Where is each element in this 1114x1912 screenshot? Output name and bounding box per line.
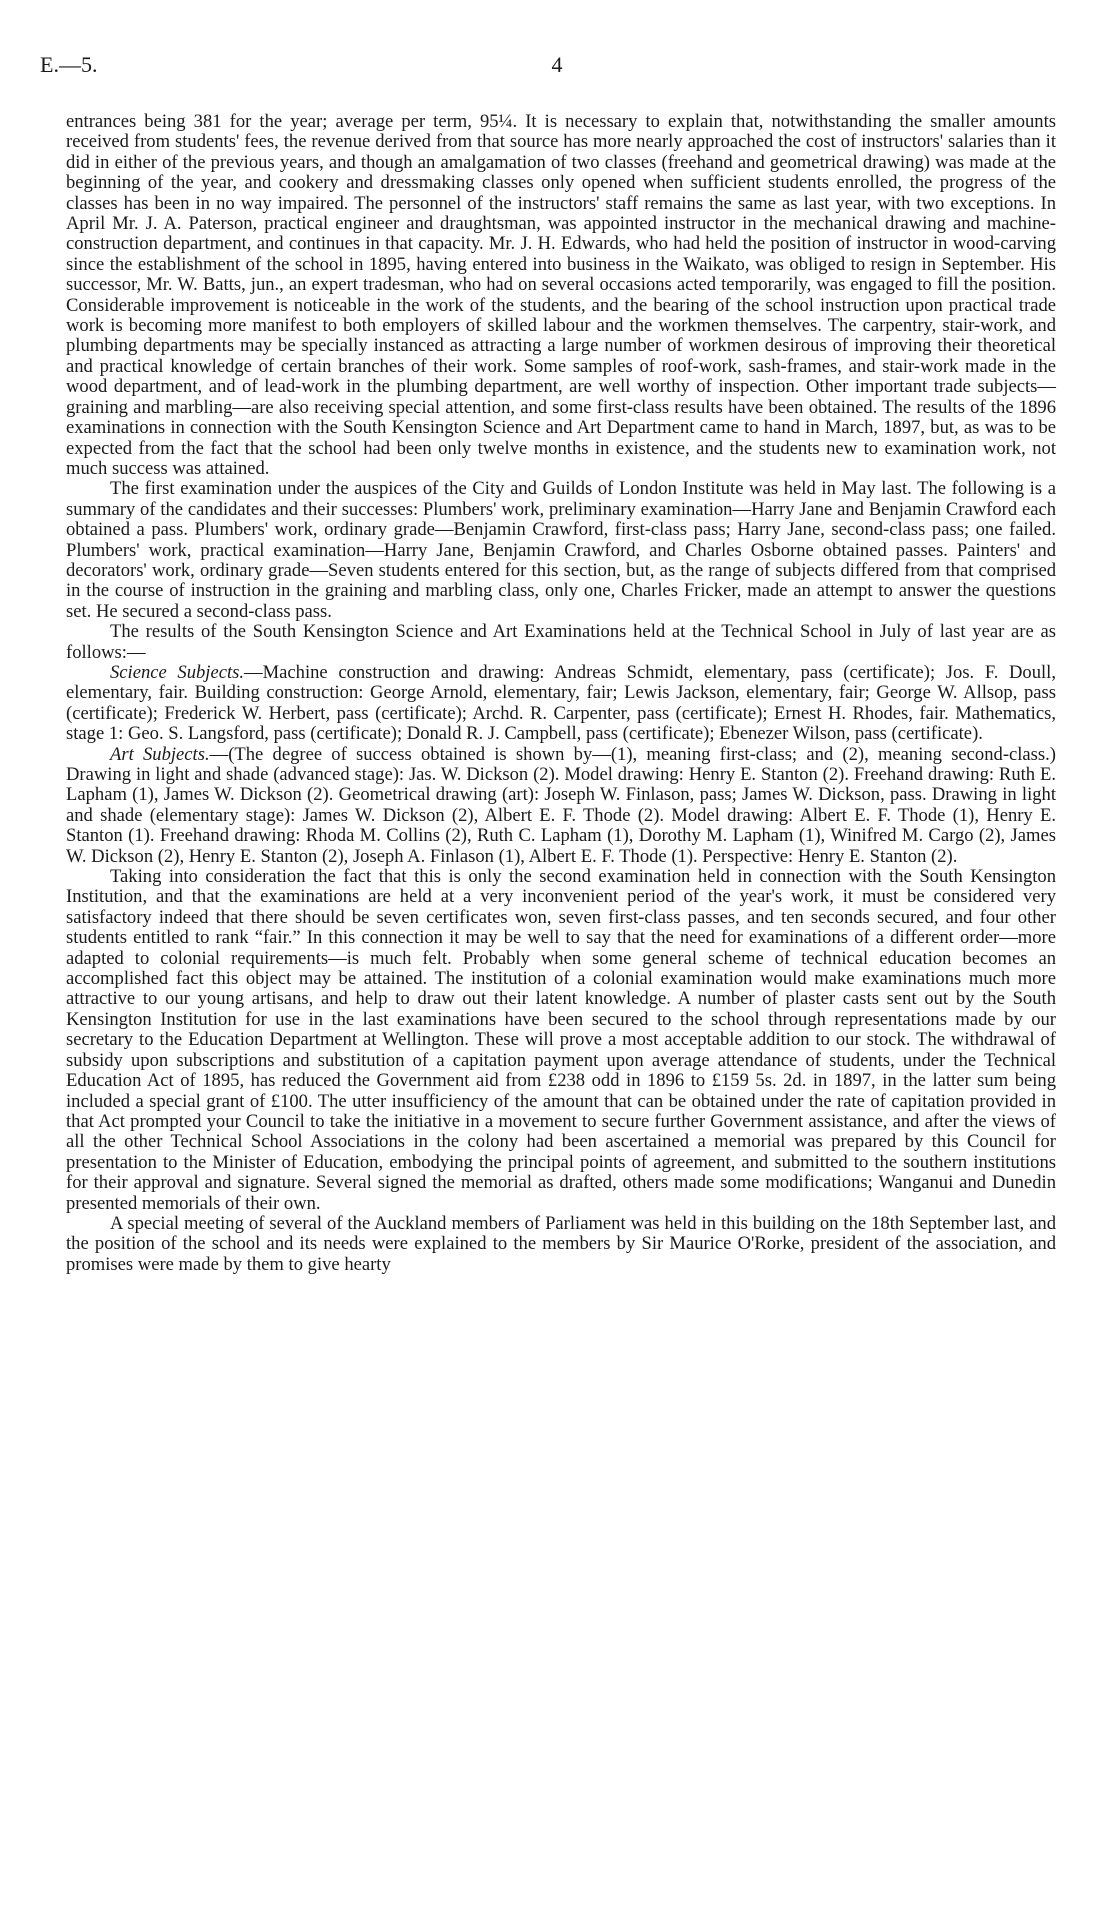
document-reference: E.—5. <box>40 52 98 77</box>
paragraph-text: A special meeting of several of the Auckland members of Parliament was held in this building on the 18th September last, and the position of the school and its needs were explained to the members by Sir Maurice O'Rorke, president of the association, and promises were made by them to give hearty <box>66 1212 1056 1275</box>
paragraph-text: The results of the South Kensington Science and Art Examinations held at the Technical School in July of last year are as follows:— <box>66 621 1056 663</box>
paragraph <box>66 745 1056 867</box>
paragraph-text: —Machine construction and drawing: Andreas Schmidt, elementary, pass (certificate); Jos. F. Doull, elementary, fair. Building construction: George Arnold, elementary, fair; Lewis Jackson, elementary, fair; George W. Allsop, pass (certificate); Frederick W. Herbert, pass (certificate); Archd. R. Carpenter, pass (certificate); Ernest H. Rhodes, fair. Mathematics, stage 1: Geo. S. Langsford, pass (certificate); Donald R. J. Campbell, pass (certificate); Ebenezer Wilson, pass (certificate). <box>66 661 1056 745</box>
paragraph <box>66 112 1056 479</box>
paragraph-text: —(The degree of success obtained is shown by—(1), meaning first-class; and (2), meaning second-class.) Drawing in light and shade (advanced stage): Jas. W. Dickson (2). Model drawing: Henry E. Stanton (2). Freehand drawing: Ruth E. Lapham (1), James W. Dickson (2). Geometrical drawing (art): Joseph W. Finlason, pass; James W. Dickson, pass. Drawing in light and shade (elementary stage): James W. Dickson (2), Albert E. F. Thode (2). Model drawing: Albert E. F. Thode (1), Henry E. Stanton (1). Freehand drawing: Rhoda M. Collins (2), Ruth C. Lapham (1), Dorothy M. Lapham (1), Winifred M. Cargo (2), James W. Dickson (2), Henry E. Stanton (2), Joseph A. Finlason (1), Albert E. F. Thode (1). Perspective: Henry E. Stanton (2). <box>66 743 1056 867</box>
section-lead: Art Subjects. <box>110 743 210 765</box>
paragraph <box>66 1214 1056 1275</box>
paragraph-text: Taking into consideration the fact that this is only the second examination held in connection with the South Kensington Institution, and that the examinations are held at a very inconvenient period of the year's work, it must be considered very satisfactory indeed that there should be seven certificates won, seven first-class passes, and ten seconds secured, and four other students entitled to rank “fair.” In this connection it may be well to say that the need for examinations of a different order—more adapted to colonial requirements—is much felt. Probably when some general scheme of technical education becomes an accomplished fact this object may be attained. The institution of a colonial examination would make examinations much more attractive to our young artisans, and help to draw out their latent knowledge. A number of plaster casts sent out by the South Kensington Institution for use in the last examinations have been secured to the school through representations made by our secretary to the Education Department at Wellington. These will prove a most acceptable addition to our stock. The withdrawal of subsidy upon subscriptions and substitution of a capitation payment upon average attendance of students, under the Technical Education Act of 1895, has reduced the Government aid from £238 odd in 1896 to £159 5s. 2d. in 1897, in the latter sum being included a special grant of £100. The utter insufficiency of the amount that can be obtained under the rate of capitation provided in that Act prompted your Council to take the initiative in a movement to secure further Government assistance, and after the views of all the other Technical School Associations in the colony had been ascertained a memorial was prepared by this Council for presentation to the Minister of Education, embodying the principal points of agreement, and submitted to the southern institutions for their approval and signature. Several signed the memorial as drafted, others made some modifications; Wanganui and Dunedin presented memorials of their own. <box>66 866 1056 1214</box>
paragraph-text: The first examination under the auspices of the City and Guilds of London Institute was held in May last. The following is a summary of the candidates and their successes: Plumbers' work, preliminary examination—Harry Jane and Benjamin Crawford each obtained a pass. Plumbers' work, ordinary grade—Benjamin Crawford, first-class pass; Harry Jane, second-class pass; one failed. Plumbers' work, practical examination—Harry Jane, Benjamin Crawford, and Charles Osborne obtained passes. Painters' and decorators' work, ordinary grade—Seven students entered for this section, but, as the range of subjects differed from that comprised in the course of instruction in the graining and marbling class, only one, Charles Fricker, made an attempt to answer the questions set. He secured a second-class pass. <box>66 478 1056 622</box>
body-text <box>66 112 1056 1275</box>
page-number: 4 <box>551 52 563 77</box>
paragraph <box>66 479 1056 622</box>
paragraph <box>66 663 1056 745</box>
page-header <box>40 52 1074 84</box>
paragraph <box>66 867 1056 1214</box>
section-lead: Science Subjects. <box>110 661 245 683</box>
paragraph <box>66 622 1056 663</box>
paragraph-text: entrances being 381 for the year; average per term, 95¼. It is necessary to explain that, notwithstanding the smaller amounts received from students' fees, the revenue derived from that source has more nearly approached the cost of instructors' salaries than it did in either of the previous years, and though an amalgamation of two classes (freehand and geometrical drawing) was made at the beginning of the year, and cookery and dressmaking classes only opened when sufficient students enrolled, the progress of the classes has been in no way impaired. The personnel of the instructors' staff remains the same as last year, with two exceptions. In April Mr. J. A. Paterson, practical engineer and draughtsman, was appointed instructor in the mechanical drawing and machine-construction department, and continues in that capacity. Mr. J. H. Edwards, who had held the position of instructor in wood-carving since the establishment of the school in 1895, having entered into business in the Waikato, was obliged to resign in September. His successor, Mr. W. Batts, jun., an expert tradesman, who had on several occasions acted temporarily, was engaged to fill the position. Considerable improvement is noticeable in the work of the students, and the bearing of the school instruction upon practical trade work is becoming more manifest to both employers of skilled labour and the workmen themselves. The carpentry, stair-work, and plumbing departments may be specially instanced as attracting a large number of workmen desirous of improving their theoretical and practical knowledge of certain branches of their work. Some samples of roof-work, sash-frames, and stair-work made in the wood department, and of lead-work in the plumbing department, are well worthy of inspection. Other important trade subjects—graining and marbling—are also receiving special attention, and some first-class results have been obtained. The results of the 1896 examinations in connection with the South Kensington Science and Art Department came to hand in March, 1897, but, as was to be expected from the fact that the school had been only twelve months in existence, and the students new to examination work, not much success was attained. <box>66 111 1056 479</box>
